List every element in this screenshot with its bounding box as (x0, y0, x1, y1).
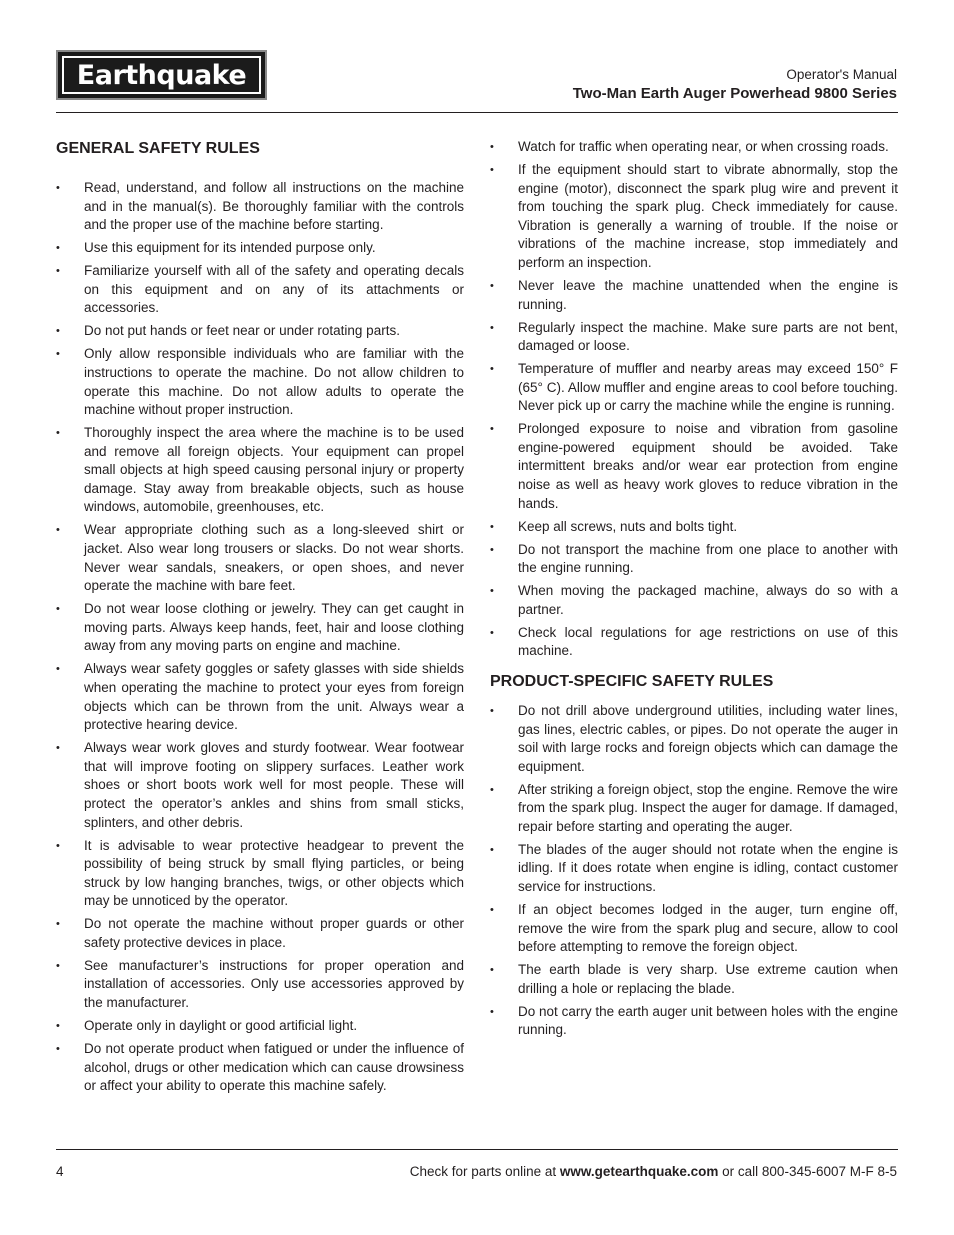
bullet-icon: • (490, 321, 494, 334)
bullet-icon: • (56, 427, 60, 440)
manual-label: Operator's Manual (786, 67, 897, 82)
bullet-icon: • (490, 964, 494, 977)
logo-border (62, 56, 261, 94)
list-item (56, 837, 464, 911)
list-item (490, 319, 898, 356)
bullet-icon: • (56, 742, 60, 755)
earthquake-logo (56, 50, 267, 100)
logo-text: Earthquake (76, 59, 247, 91)
list-item-text: Always wear work gloves and sturdy footwear. Wear footwear that will improve footing on slippery surfaces. Leather work shoes or short boots work well for most people. These will protect the operator’s ankles and shins from small sticks, splinters, and other debris. (84, 740, 464, 830)
list-item (490, 841, 898, 897)
list-item (56, 345, 464, 419)
page-number: 4 (56, 1164, 64, 1179)
product-safety-heading: PRODUCT-SPECIFIC SAFETY RULES (490, 672, 774, 690)
list-item (56, 424, 464, 517)
list-item-text: When moving the packaged machine, always do so with a partner. (518, 583, 898, 617)
list-item (490, 901, 898, 957)
list-item-text: Do not transport the machine from one place to another with the engine running. (518, 541, 898, 576)
bullet-icon: • (490, 843, 494, 856)
list-item (490, 582, 898, 619)
list-item-text: Never leave the machine unattended when the engine is running. (518, 277, 898, 312)
list-item (56, 322, 464, 341)
list-item-text: Read, understand, and follow all instructions on the machine and in the manual(s). Be thoroughly familiar with the controls and the proper use of the machine before starting. (84, 180, 464, 233)
footer-divider (56, 1149, 898, 1150)
list-item-text: Operate only in daylight or good artificial light. (84, 1018, 358, 1034)
list-item-text: Wear appropriate clothing such as a long-sleeved shirt or jacket. Also wear long trousers or slacks. Do not wear shorts. Never wear sandals, sneakers, or open shoes, and never operate the machine with bare feet. (84, 522, 464, 594)
bullet-icon: • (56, 603, 60, 616)
bullet-icon: • (56, 182, 60, 194)
list-item (490, 360, 898, 416)
list-item (56, 239, 464, 258)
bullet-icon: • (490, 585, 494, 598)
list-item-text: Familiarize yourself with all of the safety and operating decals on this equipment and on any of its attachments or accessories. (84, 263, 464, 316)
list-item (490, 420, 898, 513)
general-safety-heading: GENERAL SAFETY RULES (56, 140, 260, 157)
bullet-icon: • (490, 1005, 494, 1018)
list-item (56, 660, 464, 734)
bullet-icon: • (56, 524, 60, 537)
list-item-text: The blades of the auger should not rotate when the engine is idling. If it does rotate when engine is idling, contact customer service for instructions. (518, 841, 898, 895)
bullet-icon: • (56, 839, 60, 852)
right-column (490, 138, 898, 1044)
list-item (56, 739, 464, 832)
bullet-icon: • (490, 423, 494, 436)
document-header (573, 66, 897, 105)
list-item-text: Thoroughly inspect the area where the machine is to be used and remove all foreign objects. Your equipment can propel small objects at high speed causing personal injury or property damage. Stay away from breakable objects, such as house windows, automobile, greenhouses, etc. (84, 425, 464, 515)
left-column (56, 138, 464, 1100)
list-item-text: After striking a foreign object, stop the engine. Remove the wire from the spark plug. Inspect the auger for damage. If damaged, repair before starting and operating the auger. (518, 781, 898, 834)
list-item-text: Regularly inspect the machine. Make sure parts are not bent, damaged or loose. (518, 319, 898, 354)
bullet-icon: • (56, 242, 60, 255)
bullet-icon: • (490, 543, 494, 556)
list-item (56, 179, 464, 235)
general-safety-continued-list (490, 138, 898, 661)
list-item-text: See manufacturer’s instructions for proper operation and installation of accessories. Only use accessories approved by the manufacturer. (84, 957, 464, 1011)
general-safety-list (56, 179, 464, 1096)
list-item-text: Keep all screws, nuts and bolts tight. (518, 518, 738, 534)
bullet-icon: • (56, 1020, 60, 1033)
product-title: Two-Man Earth Auger Powerhead 9800 Series (572, 85, 897, 102)
bullet-icon: • (490, 626, 494, 639)
list-item (490, 1003, 898, 1040)
list-item (56, 600, 464, 656)
header-divider (56, 112, 898, 113)
list-item-text: Always wear safety goggles or safety glasses with side shields when operating the machine to protect your eyes from foreign objects which can be thrown from the unit. Always wear a protective hearing device. (84, 661, 464, 733)
list-item-text: Do not wear loose clothing or jewelry. They can get caught in moving parts. Always keep hands, feet, hair and loose clothing away from any moving parts on engine and machine. (84, 601, 464, 654)
bullet-icon: • (490, 704, 494, 717)
list-item (56, 915, 464, 952)
list-item (490, 161, 898, 273)
list-item-text: Do not operate the machine without proper guards or other safety protective devices in place. (84, 916, 464, 950)
bullet-icon: • (490, 783, 494, 796)
bullet-icon: • (490, 279, 494, 292)
list-item (490, 541, 898, 578)
bullet-icon: • (56, 959, 60, 972)
bullet-icon: • (490, 163, 494, 176)
list-item (490, 138, 898, 157)
list-item-text: If the equipment should start to vibrate abnormally, stop the engine (motor), disconnect the spark plug wire and prevent it from touching the spark plug. Check immediately for cause. Vibration is generally a warning of trouble. If the noise or vibrations of the machine increase, stop immediately and perform an inspection. (518, 161, 898, 270)
list-item-text: Watch for traffic when operating near, or when crossing roads. (518, 139, 889, 154)
bullet-icon: • (56, 918, 60, 931)
footer-contact (410, 1164, 897, 1179)
list-item (490, 624, 898, 661)
list-item-text: It is advisable to wear protective headgear to prevent the possibility of being struck by small flying particles, or being struck by low hanging branches, twigs, or other objects which may be unnoticed by the operator. (84, 837, 464, 909)
list-item-text: Do not carry the earth auger unit between holes with the engine running. (518, 1003, 898, 1038)
bullet-icon: • (56, 348, 60, 361)
bullet-icon: • (490, 520, 494, 533)
product-safety-list (490, 702, 898, 1040)
list-item (56, 1040, 464, 1096)
list-item (56, 957, 464, 1013)
bullet-icon: • (490, 141, 494, 153)
list-item-text: Temperature of muffler and nearby areas may exceed 150° F (65° C). Allow muffler and engine areas to cool before touching. Never pick up or carry the machine while the engine is running. (518, 361, 898, 414)
bullet-icon: • (56, 1043, 60, 1055)
list-item (56, 521, 464, 595)
bullet-icon: • (490, 363, 494, 376)
footer-suffix: or call 800-345-6007 M-F 8-5 (718, 1164, 897, 1179)
footer-prefix: Check for parts online at (409, 1164, 560, 1179)
bullet-icon: • (56, 265, 60, 278)
list-item (56, 262, 464, 318)
list-item (490, 961, 898, 998)
list-item (490, 518, 898, 537)
bullet-icon: • (56, 325, 60, 338)
list-item (490, 702, 898, 776)
list-item-text: Do not drill above underground utilities, including water lines, gas lines, electric cables, or pipes. Do not operate the auger in soil with large rocks and foreign objects which can damage the equipment. (518, 702, 898, 774)
list-item (490, 277, 898, 314)
list-item-text: Do not put hands or feet near or under rotating parts. (84, 323, 400, 339)
list-item-text: Prolonged exposure to noise and vibration from gasoline engine-powered equipment should be avoided. Take intermittent breaks and/or wear ear protection from engine noise as well as heavy work gloves to reduce vibration in the hands. (518, 421, 898, 511)
list-item-text: If an object becomes lodged in the auger, turn engine off, remove the wire from the spark plug and secure, allow to cool before attempting to remove the foreign object. (518, 902, 898, 955)
list-item-text: Do not operate product when fatigued or under the influence of alcohol, drugs or other medication which can cause drowsiness or affect your ability to operate this machine safely. (84, 1041, 464, 1094)
list-item-text: Only allow responsible individuals who are familiar with the instructions to operate the machine. Do not allow children to operate this machine. Do not allow adults to operate the machine without proper instruction. (84, 346, 464, 418)
list-item (490, 781, 898, 837)
list-item-text: Check local regulations for age restrictions on use of this machine. (518, 624, 898, 659)
website-link[interactable]: www.getearthquake.com (559, 1164, 719, 1179)
list-item-text: Use this equipment for its intended purpose only. (84, 240, 376, 256)
list-item (56, 1017, 464, 1036)
bullet-icon: • (56, 663, 60, 676)
bullet-icon: • (490, 904, 494, 917)
list-item-text: The earth blade is very sharp. Use extreme caution when drilling a hole or replacing the blade. (518, 962, 898, 996)
